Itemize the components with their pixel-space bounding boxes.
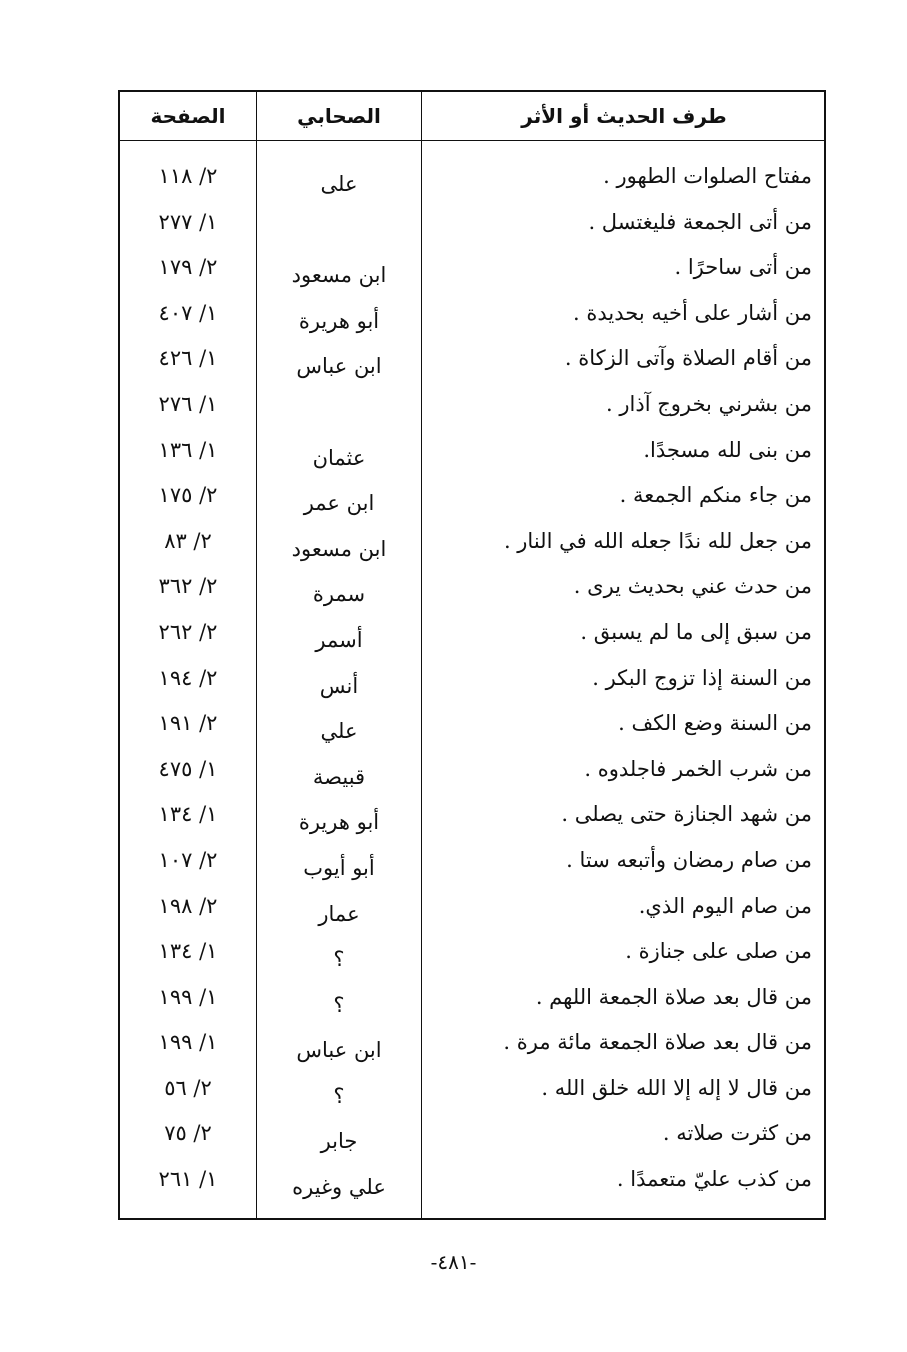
table-row xyxy=(120,838,824,884)
header-hadith: طرف الحديث أو الأثر xyxy=(521,104,727,128)
hadith-cell: من أشار على أخيه بحديدة . xyxy=(573,300,812,325)
hadith-cell: من كثرت صلاته . xyxy=(662,1121,812,1146)
hadith-cell: من بنى لله مسجدًا. xyxy=(643,437,812,462)
companion-cell: على xyxy=(320,172,358,196)
hadith-cell: من جعل لله ندًا جعله الله في النار . xyxy=(503,528,812,553)
companion-cell: أسمر xyxy=(315,627,363,652)
companion-cell: أبو هريرة xyxy=(298,810,380,835)
companion-cell: جابر xyxy=(320,1129,358,1154)
page-cell: ٢/ ٥٦ xyxy=(164,1075,212,1100)
companion-cell: سمرة xyxy=(312,582,366,607)
companion-cell: ؟ xyxy=(333,1083,345,1108)
page-cell: ٢/ ٢٦٢ xyxy=(158,619,218,644)
hadith-index-table xyxy=(118,90,826,1220)
page-cell: ١/ ١٣٤ xyxy=(158,939,218,964)
companion-cell: ابن عباس xyxy=(296,1038,382,1063)
header-page: الصفحة xyxy=(150,104,226,128)
companion-cell: علي وغيره xyxy=(292,1175,386,1200)
page-cell: ١/ ١٩٩ xyxy=(158,1030,218,1055)
table-row xyxy=(120,975,824,1021)
table-row xyxy=(120,291,824,337)
hadith-cell: من أقام الصلاة وآتى الزكاة . xyxy=(564,346,812,371)
page-cell: ٢/ ١٩٤ xyxy=(158,665,218,690)
companion-cell: أنس xyxy=(319,673,359,698)
companion-cell: ابن مسعود xyxy=(291,536,387,561)
header-companion: الصحابي xyxy=(297,104,381,128)
hadith-cell: من قال لا إله إلا الله خلق الله . xyxy=(541,1075,812,1100)
companion-cell: قبيصة xyxy=(312,764,366,789)
hadith-cell: من سبق إلى ما لم يسبق . xyxy=(580,619,812,644)
table-row xyxy=(120,473,824,519)
hadith-cell: من صلى على جنازة . xyxy=(625,939,812,964)
table-row xyxy=(120,610,824,656)
hadith-cell: من شهد الجنازة حتى يصلى . xyxy=(561,802,812,827)
page-cell: ١/ ١٩٩ xyxy=(158,984,218,1009)
companion-cell: أبو أيوب xyxy=(303,855,375,880)
page-cell: ٢/ ٧٥ xyxy=(164,1121,212,1146)
page-cell: ١/ ١٣٤ xyxy=(158,802,218,827)
page-cell: ١/ ٢٦١ xyxy=(158,1167,218,1192)
table-row xyxy=(120,336,824,382)
hadith-cell: من كذب عليّ متعمدًا . xyxy=(616,1167,812,1192)
table-row xyxy=(120,747,824,793)
table-row xyxy=(120,382,824,428)
hadith-cell: من السنة وضع الكف . xyxy=(618,711,812,736)
hadith-cell: من صام رمضان وأتبعه ستا . xyxy=(566,847,812,872)
hadith-cell: من حدث عني بحديث يرى . xyxy=(573,574,812,599)
page-cell: ٢/ ١١٨ xyxy=(158,164,218,188)
header-divider xyxy=(120,140,824,141)
table-row xyxy=(120,1157,824,1203)
companion-cell: ابن مسعود xyxy=(291,263,387,288)
companion-cell: ابن عباس xyxy=(296,354,382,379)
table-row xyxy=(120,1020,824,1066)
page-cell: ١/ ٢٧٧ xyxy=(158,209,218,234)
hadith-cell: من السنة إذا تزوج البكر . xyxy=(592,665,812,690)
hadith-cell: من شرب الخمر فاجلدوه . xyxy=(584,756,812,781)
page-cell: ٢/ ١٩٨ xyxy=(158,893,218,918)
companion-cell: ؟ xyxy=(333,947,345,972)
companion-cell: عثمان xyxy=(312,445,366,470)
table-body xyxy=(120,154,824,1203)
hadith-cell: من أتى ساحرًا . xyxy=(674,255,812,280)
table-row xyxy=(120,154,824,200)
page-cell: ٢/ ١٩١ xyxy=(158,711,218,736)
table-row xyxy=(120,656,824,702)
companion-cell: عمار xyxy=(318,901,360,926)
table-row xyxy=(120,200,824,246)
table-row xyxy=(120,1111,824,1157)
page-cell: ٢/ ٣٦٢ xyxy=(158,574,218,599)
page-cell: ٢/ ١٠٧ xyxy=(158,847,218,872)
hadith-cell: من أتى الجمعة فليغتسل . xyxy=(588,209,812,234)
page-cell: ٢/ ٨٣ xyxy=(164,528,212,553)
page-cell: ١/ ٤٧٥ xyxy=(158,756,218,781)
hadith-cell: من جاء منكم الجمعة . xyxy=(619,483,812,508)
table-row xyxy=(120,519,824,565)
table-row xyxy=(120,701,824,747)
hadith-cell: من قال بعد صلاة الجمعة اللهم . xyxy=(535,984,812,1009)
companion-cell: أبو هريرة xyxy=(298,308,380,333)
table-row xyxy=(120,792,824,838)
companion-cell: ؟ xyxy=(333,992,345,1017)
page-cell: ١/ ٤٠٧ xyxy=(158,300,218,325)
table-row xyxy=(120,564,824,610)
hadith-cell: مفتاح الصلوات الطهور . xyxy=(603,164,812,188)
page-cell: ١/ ١٣٦ xyxy=(158,437,218,462)
hadith-cell: من صام اليوم الذي. xyxy=(638,893,812,918)
companion-cell: ابن عمر xyxy=(303,491,375,516)
page-cell: ٢/ ١٧٥ xyxy=(158,483,218,508)
hadith-cell: من قال بعد صلاة الجمعة مائة مرة . xyxy=(503,1030,812,1055)
hadith-cell: من بشرني بخروج آذار . xyxy=(606,391,812,416)
table-row xyxy=(120,929,824,975)
companion-cell: علي xyxy=(320,719,358,744)
table-row xyxy=(120,1066,824,1112)
page-cell: ٢/ ١٧٩ xyxy=(158,255,218,280)
page-cell: ١/ ٤٢٦ xyxy=(158,346,218,371)
page-number: -٤٨١- xyxy=(430,1250,477,1274)
table-row xyxy=(120,245,824,291)
table-row xyxy=(120,884,824,930)
table-row xyxy=(120,428,824,474)
page-cell: ١/ ٢٧٦ xyxy=(158,391,218,416)
